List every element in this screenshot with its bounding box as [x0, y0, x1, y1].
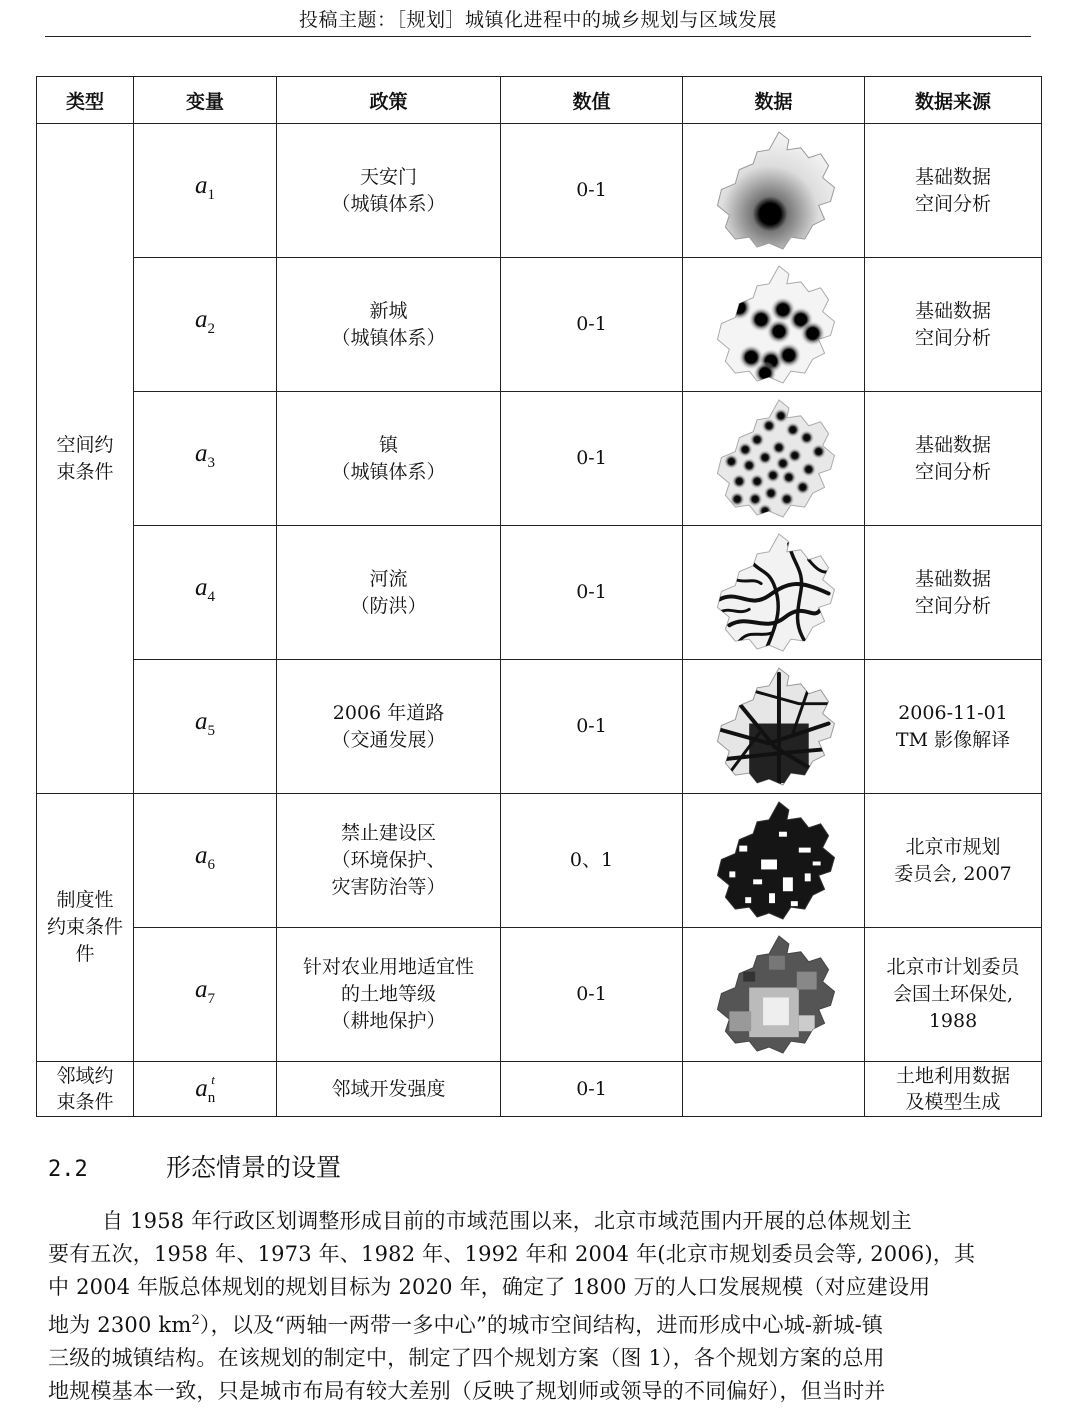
- body-paragraph: [48, 1205, 1028, 1408]
- single-center-gradient-map: [704, 128, 844, 253]
- map-cell: [683, 660, 865, 794]
- policy-variable-table: [36, 76, 1042, 1117]
- table-row: [37, 258, 1042, 392]
- table-row: [37, 526, 1042, 660]
- source-cell: 北京市规划 委员会, 2007: [865, 794, 1042, 928]
- type-cell-institutional: 制度性 约束条件 件: [37, 794, 134, 1062]
- type-label-line: 空间约: [56, 433, 114, 456]
- variable-cell: $a_1$: [134, 124, 277, 258]
- river-buffer-map: [704, 530, 844, 655]
- value-cell: 0、1: [501, 794, 683, 928]
- source-cell: 基础数据 空间分析: [865, 258, 1042, 392]
- table-header-row: [37, 77, 1042, 124]
- source-cell: 土地利用数据 及模型生成: [865, 1062, 1042, 1117]
- variable-cell: $a_6$: [134, 794, 277, 928]
- map-cell: [683, 124, 865, 258]
- value-cell: 0-1: [501, 392, 683, 526]
- value-cell: 0-1: [501, 660, 683, 794]
- section-number: 2.2: [48, 1157, 88, 1182]
- table-row: [37, 392, 1042, 526]
- col-header-type: 类型: [37, 77, 134, 124]
- policy-cell: 镇 （城镇体系）: [277, 392, 501, 526]
- map-cell: [683, 794, 865, 928]
- value-cell: 0-1: [501, 928, 683, 1062]
- table-row: [37, 794, 1042, 928]
- map-cell: [683, 526, 865, 660]
- running-header: 投稿主题：［规划］城镇化进程中的城乡规划与区域发展: [45, 6, 1031, 37]
- map-cell: [683, 392, 865, 526]
- source-cell: 北京市计划委员 会国土环保处, 1988: [865, 928, 1042, 1062]
- variable-cell: $a_3$: [134, 392, 277, 526]
- map-cell: [683, 928, 865, 1062]
- variable-cell: $a_5$: [134, 660, 277, 794]
- col-header-policy: 政策: [277, 77, 501, 124]
- policy-cell: 邻域开发强度: [277, 1062, 501, 1117]
- variable-cell: $a_4$: [134, 526, 277, 660]
- source-cell: 基础数据 空间分析: [865, 124, 1042, 258]
- col-header-variable: 变量: [134, 77, 277, 124]
- policy-cell: 新城 （城镇体系）: [277, 258, 501, 392]
- section-title: 形态情景的设置: [166, 1153, 342, 1182]
- variable-cell: $a_n^t$: [134, 1062, 277, 1117]
- col-header-data: 数据: [683, 77, 865, 124]
- policy-cell: 2006 年道路 （交通发展）: [277, 660, 501, 794]
- table-row: [37, 928, 1042, 1062]
- value-cell: 0-1: [501, 258, 683, 392]
- body-line: 中 2004 年版总体规划的规划目标为 2020 年，确定了 1800 万的人口发展规模（对应建设用: [48, 1275, 931, 1299]
- table-row: [37, 124, 1042, 258]
- policy-cell: 禁止建设区 （环境保护、 灾害防治等）: [277, 794, 501, 928]
- new-towns-gradient-map: [704, 262, 844, 387]
- value-cell: 0-1: [501, 526, 683, 660]
- body-line: 地规模基本一致，只是城市布局有较大差别（反映了规划师或领导的不同偏好），但当时并: [48, 1379, 886, 1403]
- variable-cell: $a_7$: [134, 928, 277, 1062]
- prohibited-area-map: [704, 798, 844, 923]
- body-line: 要有五次，1958 年、1973 年、1982 年、1992 年和 2004 年(北京市规划委员会等, 2006)，其: [48, 1242, 976, 1266]
- type-label-line: 束条件: [56, 460, 114, 483]
- source-cell: 基础数据 空间分析: [865, 526, 1042, 660]
- policy-cell: 天安门 （城镇体系）: [277, 124, 501, 258]
- table-row: [37, 1062, 1042, 1117]
- type-cell-neighborhood: 邻域约 束条件: [37, 1062, 134, 1117]
- towns-gradient-map: [704, 396, 844, 521]
- policy-cell: 针对农业用地适宜性 的土地等级 （耕地保护）: [277, 928, 501, 1062]
- table-row: [37, 660, 1042, 794]
- road-buffer-map: [704, 664, 844, 789]
- type-cell-spatial: [37, 124, 134, 794]
- map-cell: [683, 258, 865, 392]
- col-header-value: 数值: [501, 77, 683, 124]
- value-cell: 0-1: [501, 1062, 683, 1117]
- map-cell-empty: [683, 1062, 865, 1117]
- body-line: 地为 2300 $km^2$），以及“两轴一两带一多中心”的城市空间结构，进而形成中心城-新城-镇: [48, 1313, 884, 1337]
- policy-cell: 河流 （防洪）: [277, 526, 501, 660]
- variable-cell: $a_2$: [134, 258, 277, 392]
- value-cell: 0-1: [501, 124, 683, 258]
- source-cell: 2006-11-01 TM 影像解译: [865, 660, 1042, 794]
- body-line: 三级的城镇结构。在该规划的制定中，制定了四个规划方案（图 1），各个规划方案的总用: [48, 1346, 885, 1370]
- body-line: 自 1958 年行政区划调整形成目前的市域范围以来，北京市域范围内开展的总体规划主: [102, 1209, 912, 1233]
- section-heading: [48, 1152, 341, 1186]
- land-grade-map: [704, 932, 844, 1057]
- source-cell: 基础数据 空间分析: [865, 392, 1042, 526]
- col-header-source: 数据来源: [865, 77, 1042, 124]
